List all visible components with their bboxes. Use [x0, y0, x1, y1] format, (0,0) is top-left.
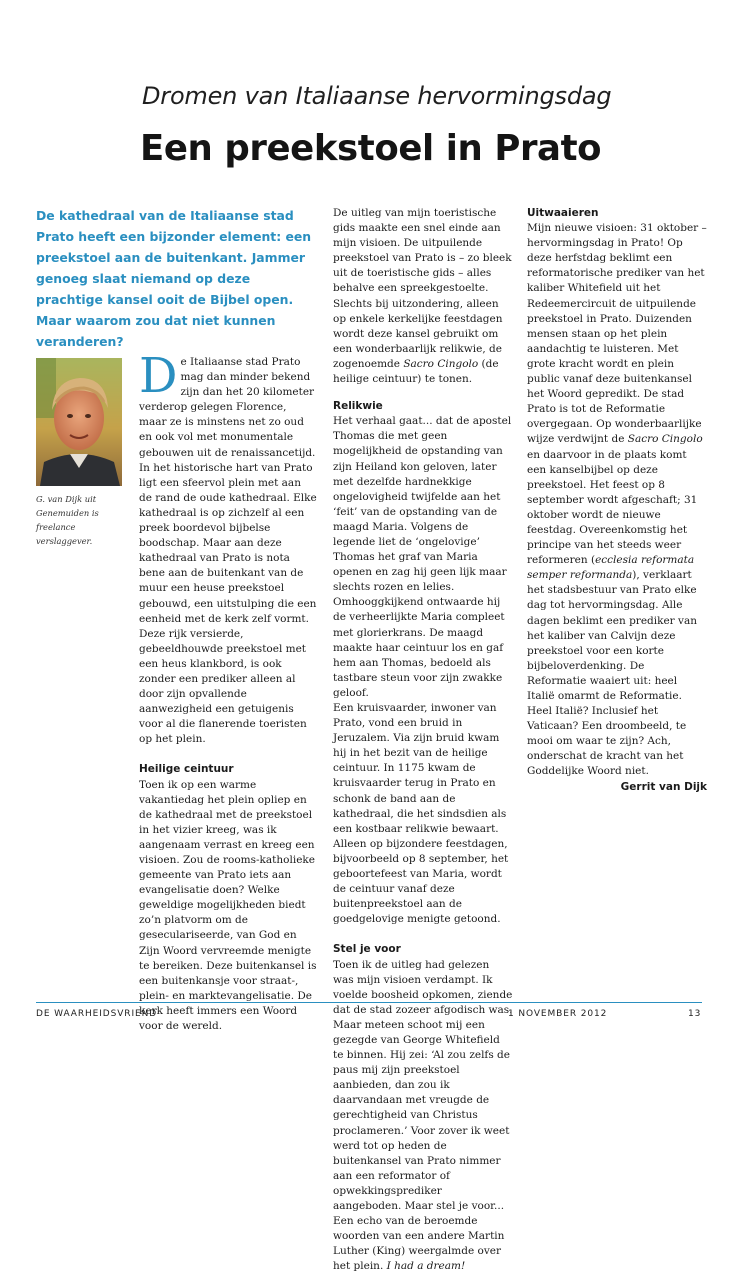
subheading-heilige-ceintuur: Heilige ceintuur: [139, 762, 317, 777]
paragraph: De uitleg van mijn toeristische gids maakte een snel einde aan mijn visioen. De uitpuilende preekstoel van Prato is – zo bleek uit de toeristische gids – alles behalve een spreekgestoelte. Slechts bij uitzondering, alleen op enkele kerkelijke feestdagen wordt deze kansel gebruikt om een wonderbaarlijk relikwie, de zogenoemde Sacro Cingolo (de heilige ceintuur) te tonen.: [333, 206, 513, 387]
article-kicker: Dromen van Italiaanse hervormingsdag: [142, 82, 702, 110]
subheading-relikwie: Relikwie: [333, 399, 513, 414]
author-signature: Gerrit van Dijk: [527, 780, 707, 795]
footer-page-number: 13: [688, 1009, 701, 1019]
drop-cap: D: [139, 356, 177, 396]
paragraph: Mijn nieuwe visioen: 31 oktober – hervormingsdag in Prato! Op deze herfstdag beklimt een reformatorische prediker van het kaliber Whitefield uit het Redeemercircuit de uitpuilende preekstoel in Prato. Duizenden mensen staan op het plein aandachtig te luisteren. Met grote kracht wordt en plein public vanaf deze buitenkansel het Woord gepredikt. De stad Prato is tot de Reformatie overgegaan. Op wonderbaarlijke wijze verdwijnt de Sacro Cingolo en daarvoor in de plaats komt een kanselbijbel op deze preekstoel. Het feest op 8 september wordt afgeschaft; 31 oktober wordt de nieuwe feestdag. Overeenkomstig het principe van het steeds weer reformeren (ecclesia reformata semper reformanda), verklaart het stadsbestuur van Prato elke dag tot hervormingsdag. Alle dagen beklimt een prediker van het kaliber van Calvijn deze preekstoel voor een korte bijbeloverdenking. De Reformatie waaiert uit: heel Italië omarmt de Reformatie.: [527, 221, 707, 704]
footer-date: 1 NOVEMBER 2012: [508, 1009, 607, 1019]
article-column-3: [527, 206, 707, 795]
subheading-stel-je-voor: Stel je voor: [333, 942, 513, 957]
photo-caption: G. van Dijk uit Genemuiden is freelance verslaggever.: [36, 492, 132, 548]
footer-divider: [36, 1002, 702, 1003]
article-column-2: [333, 206, 513, 1274]
article-column-1: [139, 355, 317, 1034]
paragraph: De Italiaanse stad Prato mag dan minder bekend zijn dan het 20 kilometer verderop gelegen Florence, maar ze is minstens net zo oud en ook vol met monumentale gebouwen uit de renaissancetijd. In het historische hart van Prato ligt een sfeervol plein met aan de rand de oude kathedraal. Elke kathedraal is op zichzelf al een preek boordevol bijbelse boodschap. Maar aan deze kathedraal van Prato is nota bene aan de buitenkant van de muur een heuse preekstoel gebouwd, een uitstulping die een eenheid met de kerk zelf vormt. Deze rijk versierde, gebeeldhouwde preekstoel met een heus klankbord, is ook zonder een prediker alleen al door zijn opvallende aanwezigheid een getuigenis voor al die flanerende toeristen op het plein.: [139, 355, 317, 747]
subheading-uitwaaieren: Uitwaaieren: [527, 206, 707, 221]
paragraph: Een kruisvaarder, inwoner van Prato, vond een bruid in Jeruzalem. Via zijn bruid kwam hij in het bezit van de heilige ceintuur. In 1175 kwam de kruisvaarder terug in Prato en schonk de band aan de kathedraal, die het sindsdien als een kostbaar relikwie bewaart. Alleen op bijzondere feestdagen, bijvoorbeeld op 8 september, het geboortefeest van Maria, wordt de ceintuur vanaf deze buitenpreekstoel aan de goedgelovige menigte getoond.: [333, 701, 513, 927]
paragraph: Het verhaal gaat... dat de apostel Thomas die met geen mogelijkheid de opstanding van zijn Heiland kon geloven, later met dezelfde hardnekkige ongelovigheid twijfelde aan het ‘feit’ van de opstanding van de maagd Maria. Volgens de legende liet de ‘ongelovige’ Thomas het graf van Maria openen en zag hij geen lijk maar slechts rozen en lelies. Omhooggkijkend ontwaarde hij de verheerlijkte Maria compleet met glorierkrans. De maagd maakte haar ceintuur los en gaf hem aan Thomas, bedoeld als tastbare steun voor zijn zwakke geloof.: [333, 414, 513, 701]
paragraph: Toen ik op een warme vakantiedag het plein opliep en de kathedraal met de preekstoel in het vizier kreeg, was ik aangenaam verrast en kreeg een visioen. Zou de rooms-katholieke gemeente van Prato iets aan evangelisatie doen? Welke geweldige mogelijkheden biedt zo’n platvorm om de geseculariseerde, van God en Zijn Woord vervreemde menigte te bereiken. Deze buitenkansel is een buitenkansje voor straat-, plein- en marktevangelisatie. De kerk heeft immers een Woord voor de wereld.: [139, 778, 317, 1035]
author-portrait-image: [36, 358, 122, 486]
paragraph: Heel Italië? Inclusief het Vaticaan? Een droombeeld, te mooi om waar te zijn? Ach, onderschat de kracht van het Goddelijke Woord niet.: [527, 704, 707, 779]
paragraph: Toen ik de uitleg had gelezen was mijn visioen verdampt. Ik voelde boosheid opkomen, ziende dat de stad zozeer afgodisch was. Maar meteen schoot mij een gezegde van George Whitefield te binnen. Hij zei: ‘Al zou zelfs de paus mij zijn preekstoel aanbieden, dan zou ik daarvandaan met vreugde de gerechtigheid van Christus proclameren.’ Voor zover ik weet werd tot op heden de buitenkansel van Prato nimmer aan een reformator of opwekkingsprediker aangeboden. Maar stel je voor... Een echo van de beroemde woorden van een andere Martin Luther (King) weergalmde over het plein. I had a dream!: [333, 958, 513, 1274]
article-intro: De kathedraal van de Italiaanse stad Prato heeft een bijzonder element: een preekstoel aan de buitenkant. Jammer genoeg slaat niemand op deze prachtige kansel ooit de Bijbel open. Maar waarom zou dat niet kunnen veranderen?: [36, 205, 320, 352]
article-title: Een preekstoel in Prato: [140, 128, 720, 169]
author-photo: [36, 358, 122, 486]
footer-publication: DE WAARHEIDSVRIEND: [36, 1009, 157, 1019]
